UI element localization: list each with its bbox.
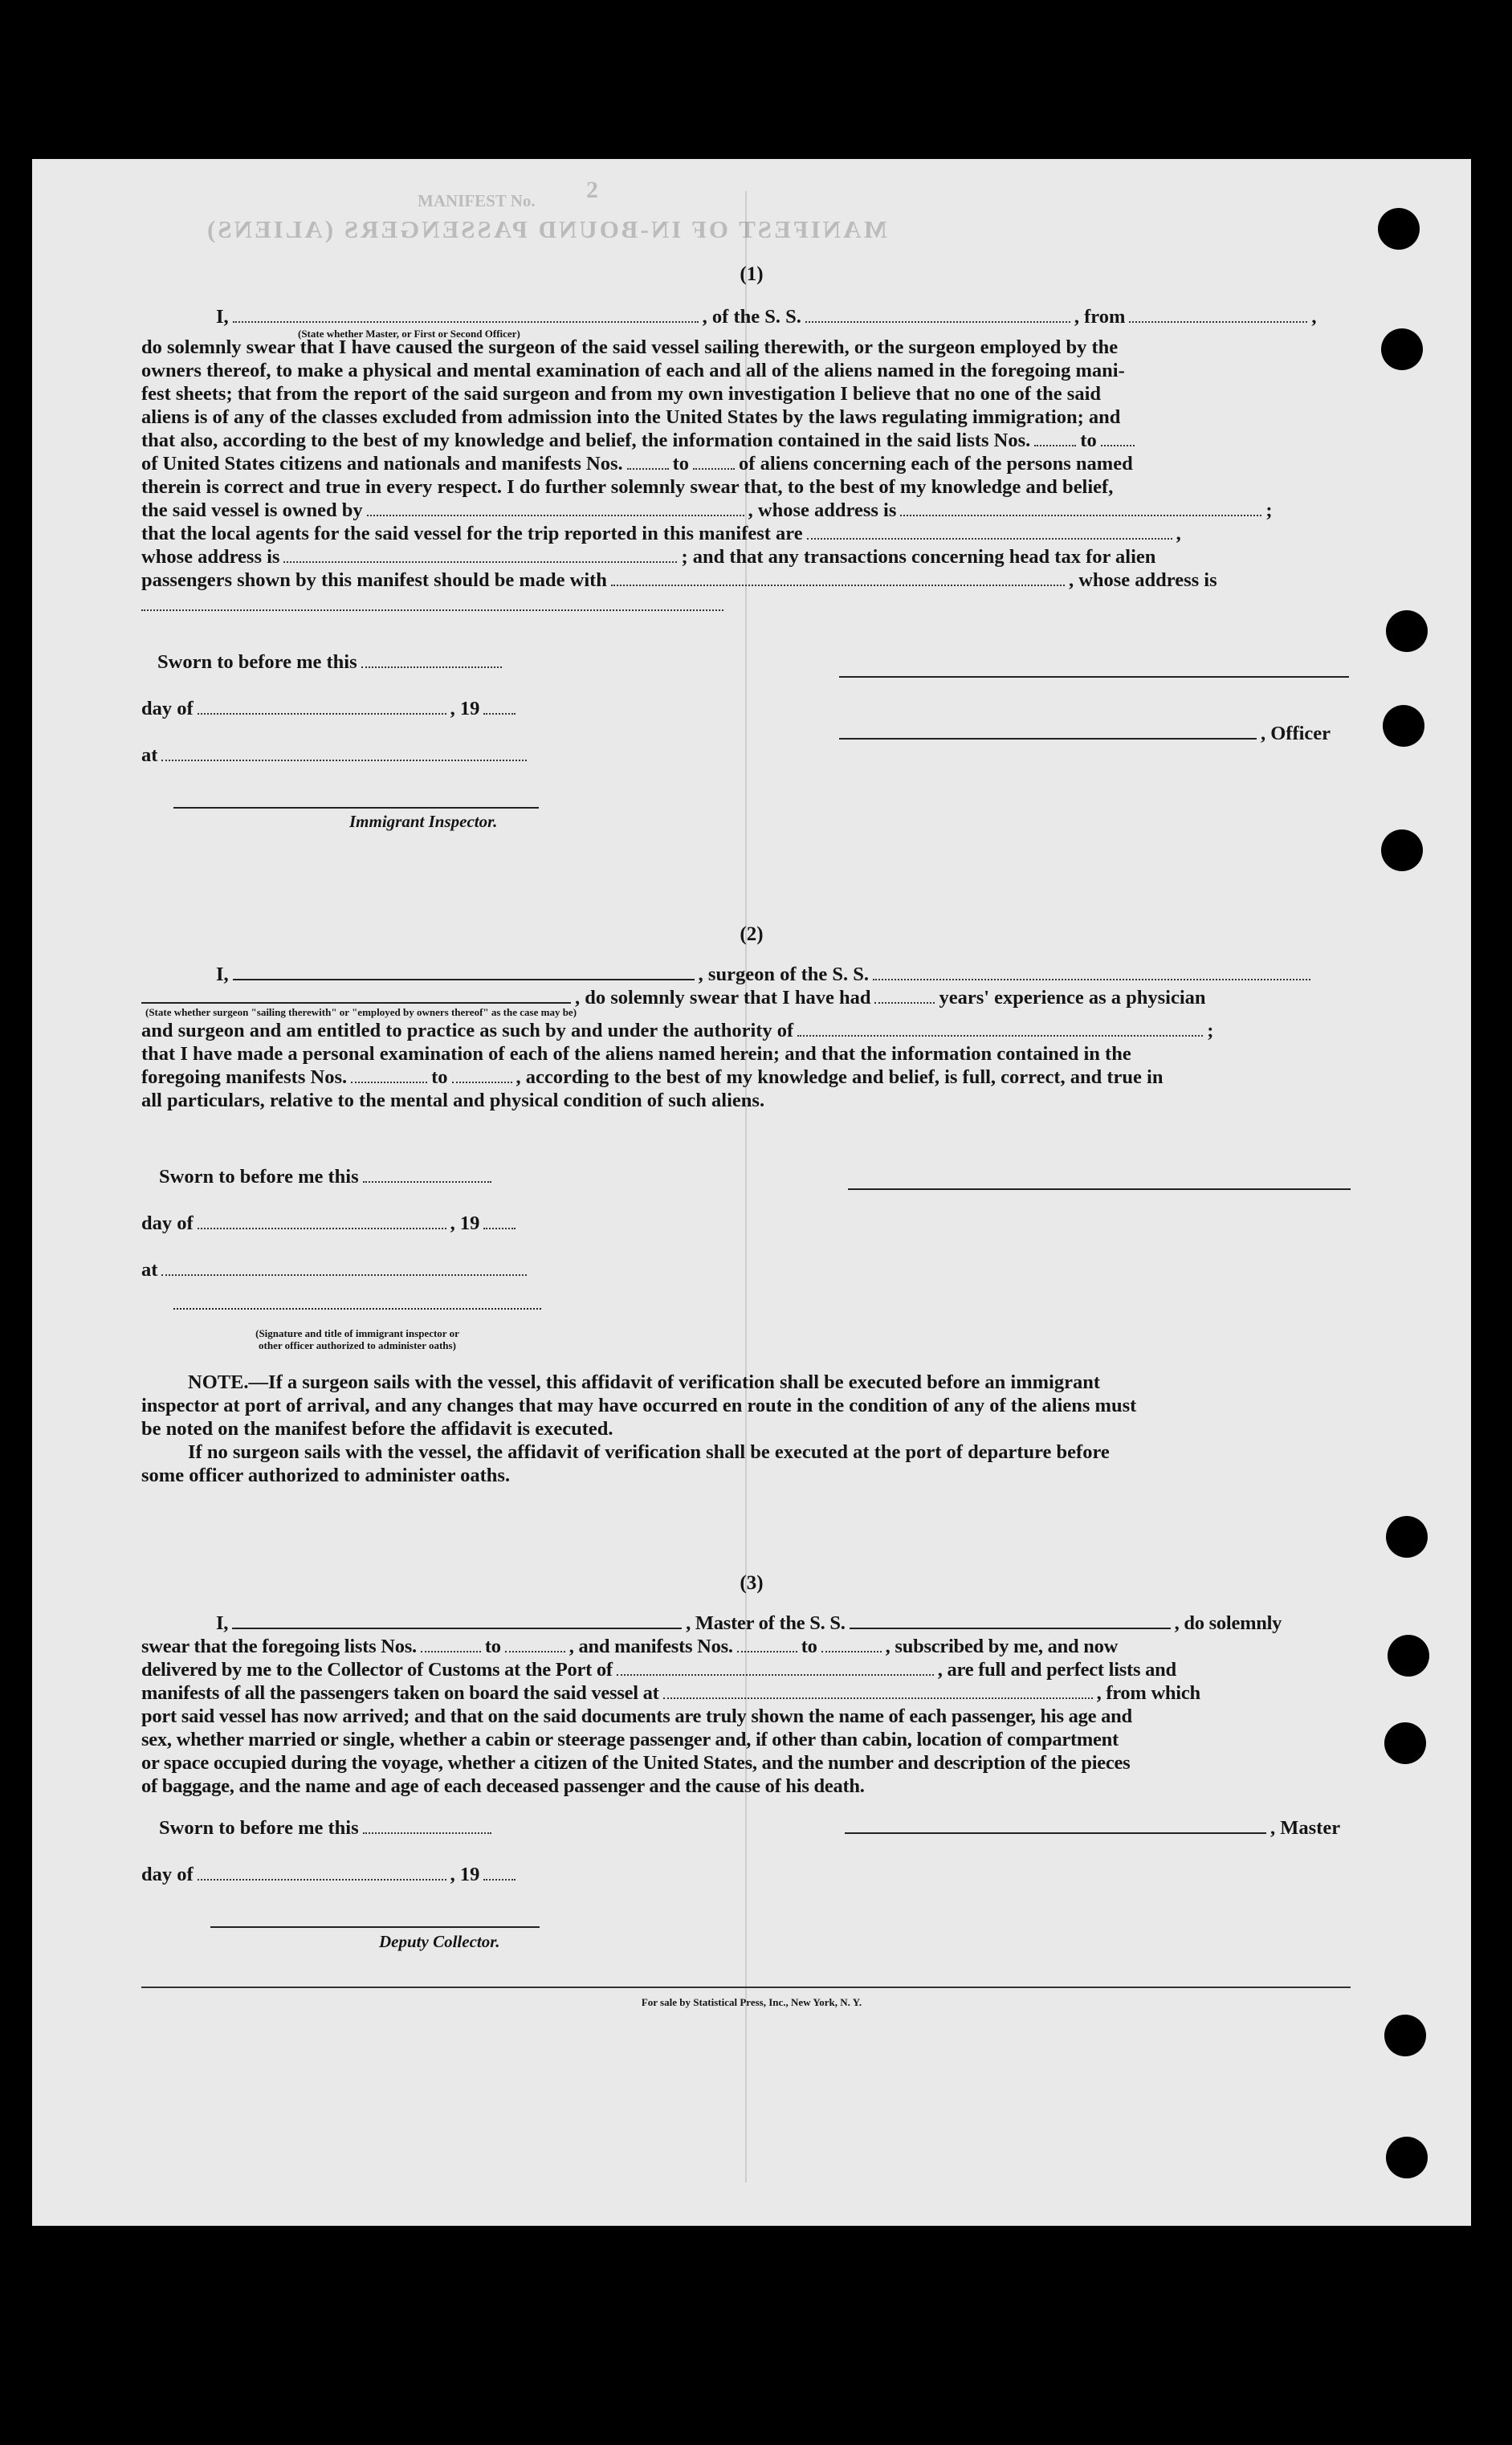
punch-hole xyxy=(1384,1722,1426,1764)
punch-hole xyxy=(1383,705,1424,747)
section-1-line-3: owners thereof, to make a physical and mental examination of each and all of the aliens named in the foregoing mani- xyxy=(141,360,1125,381)
section-1-line-2: do solemnly swear that I have caused the surgeon of the said vessel sailing therewith, or the surgeon employed by the xyxy=(141,336,1119,358)
section-2-number: (2) xyxy=(740,923,764,945)
punch-hole xyxy=(1386,2137,1428,2178)
section-2-inspector-line xyxy=(173,1308,541,1310)
punch-hole xyxy=(1388,1635,1429,1677)
punch-hole xyxy=(1386,610,1428,652)
punch-hole xyxy=(1386,1516,1428,1558)
section-1-line-4: fest sheets; that from the report of the said surgeon and from my own investigation I believe that no one of the said xyxy=(141,383,1101,405)
section-3-sworn-block: Sworn to before me this day of , 19 xyxy=(159,1816,609,1886)
section-2-line-6: all particulars, relative to the mental and physical condition of such aliens. xyxy=(141,1090,765,1111)
section-2-sworn-block: Sworn to before me this day of , 19 at xyxy=(159,1165,609,1282)
section-1-officer-note: (State whether Master, or First or Second Officer) xyxy=(298,328,520,340)
section-3-line-6: sex, whether married or single, whether a cabin or steerage passenger and, if other than cabin, location of compartment xyxy=(141,1729,1119,1750)
section-1-line-5: aliens is of any of the classes excluded from admission into the United States by the laws regulating immigration; and xyxy=(141,406,1121,428)
section-1-line-8: therein is correct and true in every respect. I do further solemnly swear that, to the best of my knowledge and belief, xyxy=(141,476,1114,498)
section-3-master-row: , Master xyxy=(845,1816,1359,1840)
footer-rule xyxy=(141,1987,1351,1988)
ghost-manifest-no: MANIFEST No. xyxy=(418,191,536,210)
section-1-line-6: that also, according to the best of my knowledge and belief, the information contained in the said lists Nos. to xyxy=(141,429,1352,452)
section-1-line-10: that the local agents for the said vessel for the trip reported in this manifest are , xyxy=(141,523,1181,544)
section-2-line-4: that I have made a personal examination of each of the aliens named herein; and that the information contained in the xyxy=(141,1043,1131,1065)
section-1-officer-row: , Officer xyxy=(839,722,1353,745)
section-3-number: (3) xyxy=(740,1572,764,1594)
form-page xyxy=(32,159,1471,2226)
punch-hole xyxy=(1384,2015,1426,2056)
section-1-line-9: the said vessel is owned by , whose address is ; xyxy=(141,499,1273,521)
section-3-deputy-caption: Deputy Collector. xyxy=(379,1932,500,1951)
ghost-title: MANIFEST OF IN-BOUND PASSENGERS (ALIENS) xyxy=(205,215,887,243)
section-1-inspector-caption: Immigrant Inspector. xyxy=(349,812,498,831)
ghost-mark: 2 xyxy=(586,177,598,203)
section-2-signature-caption: (Signature and title of immigrant inspector or other officer authorized to administer oaths) xyxy=(255,1327,459,1351)
note-line-5: some officer authorized to administer oaths. xyxy=(141,1465,511,1486)
section-3-deputy-line xyxy=(210,1926,540,1928)
section-3-line-5: port said vessel has now arrived; and that on the said documents are truly shown the name of each passenger, his age and xyxy=(141,1705,1132,1727)
section-1-line-11: whose address is ; and that any transactions concerning head tax for alien xyxy=(141,546,1156,568)
note-block xyxy=(141,1371,1352,1487)
section-1-line-12: passengers shown by this manifest should be made with , whose address is xyxy=(141,569,1217,591)
section-2-oath: I, , surgeon of the S. S. , do solemnly swear that I have had years' experience as a physician (State whether surgeon "sailing therewith" or "employed by owners thereof" as the case may be) and surgeon and am entitled to practice as such by and under the authority of ; that I have made a personal examination of each of the aliens named herein; and that the information contained in the foregoing manifests Nos. to , according to the best of my knowledge and belief, is full, correct, and true in all particulars, relative to the mental and physical condition of such aliens. xyxy=(141,963,1352,1112)
section-3-line-7: or space occupied during the voyage, whether a citizen of the United States, and the number and description of the pieces xyxy=(141,1752,1131,1774)
section-2-surgeon-note: (State whether surgeon "sailing therewith" or "employed by owners thereof" as the case may be) xyxy=(145,1006,577,1018)
printer-credit: For sale by Statistical Press, Inc., New York, N. Y. xyxy=(641,1996,862,2008)
note-line-3: be noted on the manifest before the affidavit is executed. xyxy=(141,1418,613,1440)
section-1-oath xyxy=(141,305,1352,617)
section-2-signature-line xyxy=(848,1188,1351,1190)
section-1-signature-line xyxy=(839,676,1349,678)
section-1-line-1: I, , of the S. S. , from , xyxy=(216,306,1317,328)
section-3-oath: I, , Master of the S. S. , do solemnly swear that the foregoing lists Nos. to , and manifests Nos. to , subscribed by me, and now delivered by me to the Collector of Customs at the Port of , are full and perfect lists and manifests of all the passengers taken on board the said vessel at , from which port said vessel has now arrived; and that on the said documents are truly shown the name of each passenger, his age and sex, whether married or single, whether a cabin or steerage passenger and, if other than cabin, location of compartment or space occupied during the voyage, whether a citizen of the United States, and the number and description of the pieces of baggage, and the name and age of each deceased passenger and the cause of his death. xyxy=(141,1612,1352,1798)
punch-hole xyxy=(1381,328,1423,370)
punch-hole xyxy=(1378,208,1420,250)
punch-hole xyxy=(1381,829,1423,871)
section-1-sworn-block: Sworn to before me this day of , 19 at xyxy=(157,650,607,767)
section-1-inspector-line xyxy=(173,807,539,809)
note-line-2: inspector at port of arrival, and any changes that may have occurred en route in the condition of any of the aliens must xyxy=(141,1395,1137,1416)
section-3-line-8: of baggage, and the name and age of each deceased passenger and the cause of his death. xyxy=(141,1775,865,1797)
note-line-1: NOTE.—If a surgeon sails with the vessel, this affidavit of verification shall be executed before an immigrant xyxy=(188,1371,1101,1393)
section-1-line-7: of United States citizens and nationals and manifests Nos. to of aliens concerning each of the persons named xyxy=(141,453,1133,475)
note-line-4: If no surgeon sails with the vessel, the affidavit of verification shall be executed at the port of departure before xyxy=(188,1441,1110,1463)
section-1-number: (1) xyxy=(740,263,764,285)
